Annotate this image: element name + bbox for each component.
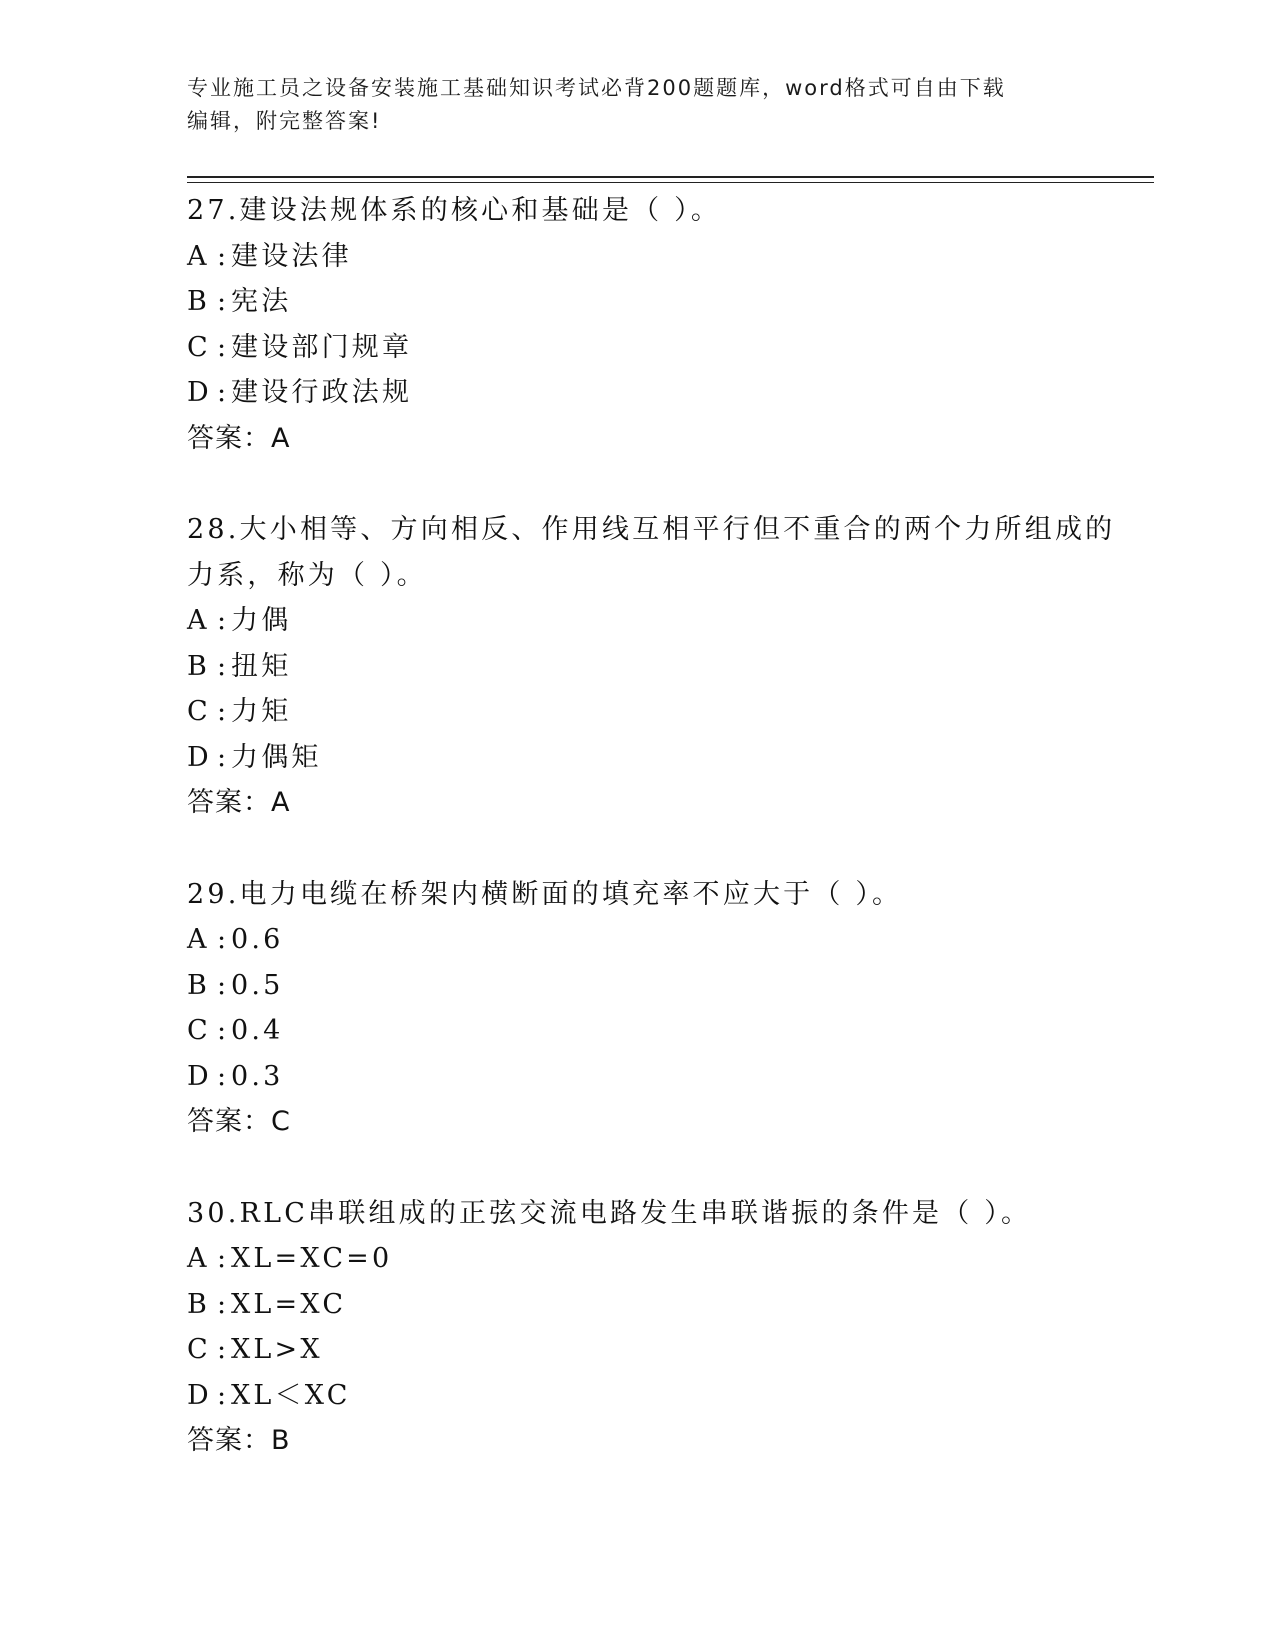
option-a: A :建设法律 [187, 234, 1127, 280]
answer-line: 答案：C [187, 1106, 291, 1137]
option-letter: C [187, 1015, 211, 1046]
question-text: 30.RLC串联组成的正弦交流电路发生串联谐振的条件是（ ）。 [187, 1197, 1032, 1229]
option-d: D :0.3 [187, 1054, 1127, 1100]
option-text: XL＜XC [231, 1379, 351, 1411]
option-text: 建设行政法规 [231, 377, 413, 408]
option-c: C :0.4 [187, 1008, 1127, 1054]
option-letter: D [187, 1379, 212, 1411]
option-letter: C [187, 1334, 211, 1365]
option-text: 0.4 [231, 1015, 284, 1046]
option-letter: A [187, 1243, 210, 1274]
answer-line: 答案：A [187, 422, 291, 454]
option-text: 扭矩 [231, 650, 292, 682]
option-text: 0.3 [231, 1060, 284, 1092]
header-divider-thin [187, 182, 1154, 183]
option-text: 宪法 [231, 286, 292, 317]
option-letter: B [187, 650, 211, 682]
option-c: C :XL>X [187, 1327, 1127, 1373]
option-letter: B [187, 1288, 211, 1320]
question-28 [187, 507, 1127, 826]
question-text: 29.电力电缆在桥架内横断面的填充率不应大于（ ）。 [187, 878, 903, 910]
option-c: C :建设部门规章 [187, 325, 1127, 371]
question-text: 28.大小相等、方向相反、作用线互相平行但不重合的两个力所组成的 [187, 514, 1116, 545]
option-text: XL=XC [231, 1288, 347, 1320]
question-30 [187, 1191, 1127, 1464]
answer-line: 答案：B [187, 1425, 291, 1456]
option-text: 建设部门规章 [231, 331, 413, 363]
document-header [187, 72, 1087, 138]
answer-line: 答案：A [187, 787, 291, 818]
header-divider-thick [187, 176, 1154, 178]
option-letter: C [187, 696, 211, 727]
question-27 [187, 188, 1127, 461]
option-text: 建设法律 [231, 240, 352, 272]
option-letter: A [187, 605, 210, 636]
option-text: 0.6 [231, 924, 284, 955]
option-text: 力偶矩 [231, 741, 322, 773]
question-text-continued: 力系，称为（ ）。 [187, 559, 427, 591]
option-a: A :力偶 [187, 598, 1127, 644]
option-d: D :力偶矩 [187, 735, 1127, 781]
option-letter: A [187, 240, 210, 272]
option-a: A :XL=XC=0 [187, 1236, 1127, 1282]
option-text: 0.5 [231, 969, 284, 1001]
option-letter: A [187, 924, 210, 955]
option-letter: D [187, 377, 212, 408]
option-c: C :力矩 [187, 689, 1127, 735]
question-text: 27.建设法规体系的核心和基础是（ ）。 [187, 195, 722, 226]
option-text: 力偶 [231, 605, 292, 636]
option-letter: C [187, 331, 211, 363]
option-b: B :0.5 [187, 963, 1127, 1009]
option-d: D :建设行政法规 [187, 370, 1127, 416]
question-list [187, 188, 1127, 1510]
option-a: A :0.6 [187, 917, 1127, 963]
option-b: B :XL=XC [187, 1282, 1127, 1328]
option-letter: B [187, 969, 211, 1001]
option-letter: D [187, 741, 212, 773]
option-b: B :宪法 [187, 279, 1127, 325]
option-letter: B [187, 286, 211, 317]
header-line-2: 编辑，附完整答案! [187, 109, 382, 133]
option-b: B :扭矩 [187, 644, 1127, 690]
option-d: D :XL＜XC [187, 1373, 1127, 1419]
option-text: 力矩 [231, 696, 292, 727]
header-line-1: 专业施工员之设备安装施工基础知识考试必背200题题库，word格式可自由下载 [187, 76, 1006, 100]
option-letter: D [187, 1060, 212, 1092]
question-29 [187, 872, 1127, 1145]
option-text: XL=XC=0 [231, 1243, 393, 1274]
option-text: XL>X [231, 1334, 323, 1365]
